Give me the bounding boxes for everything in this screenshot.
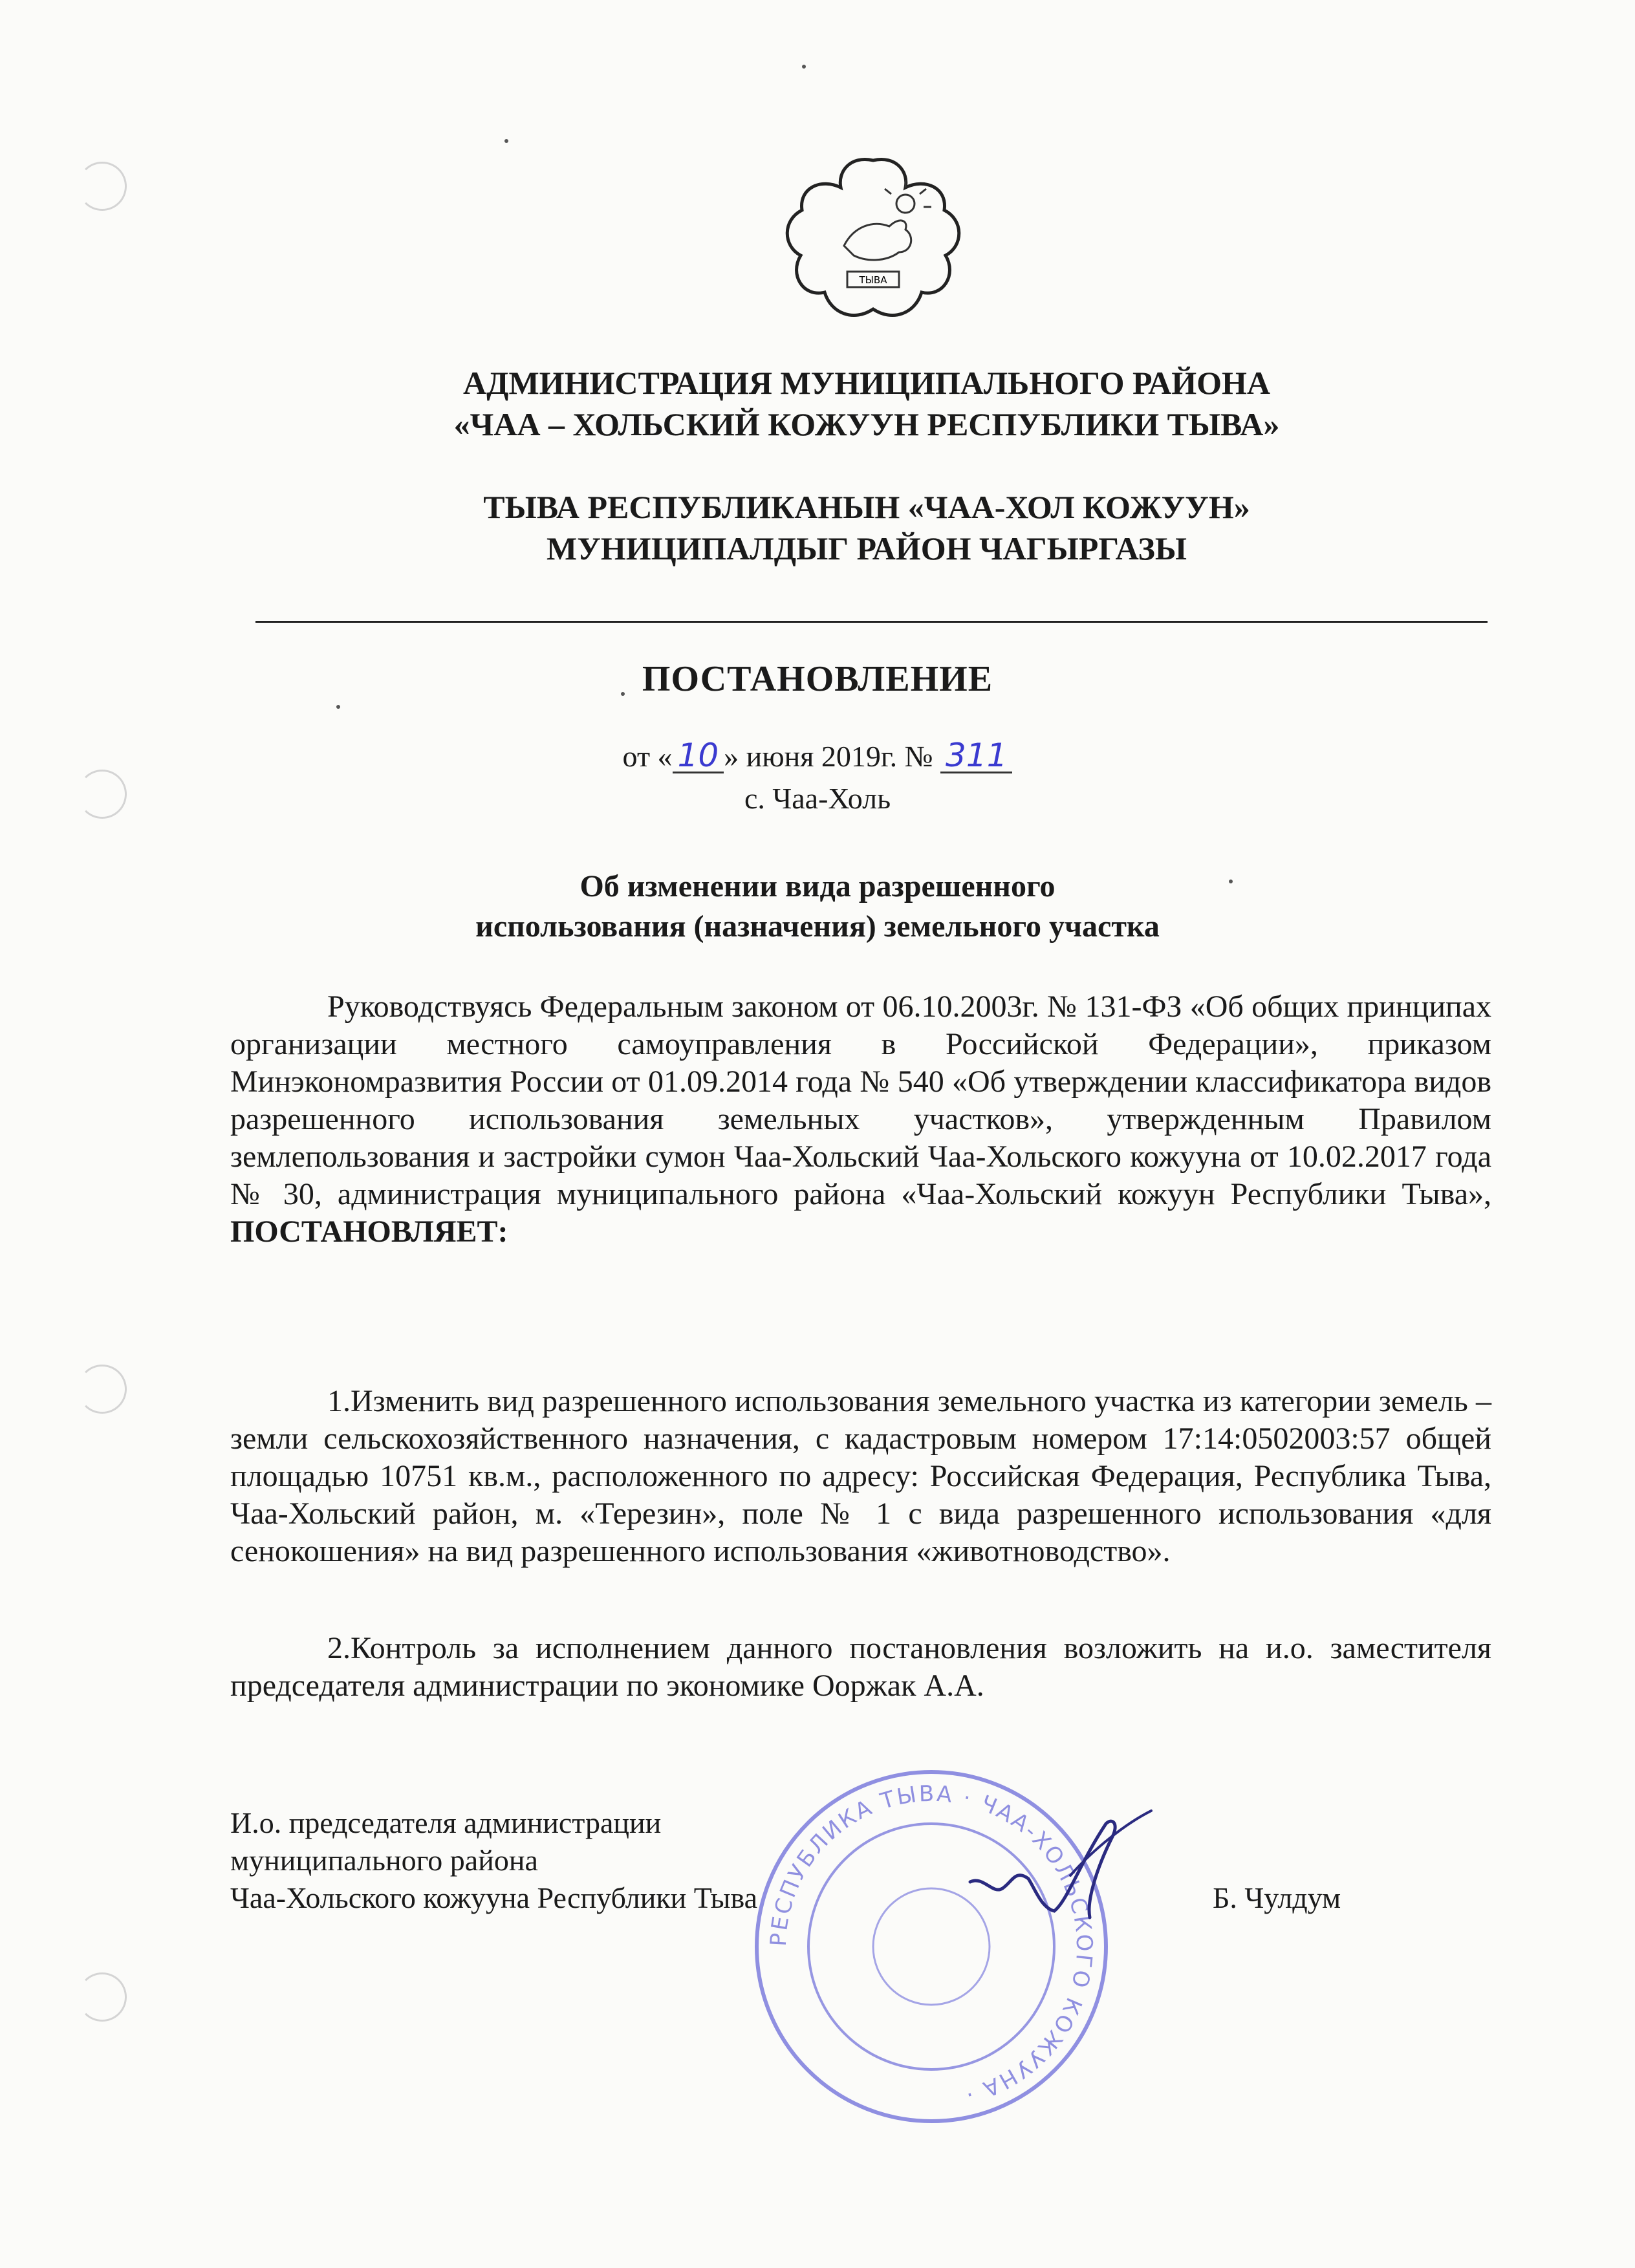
date-prefix: от « xyxy=(622,740,673,773)
preamble-text: Руководствуясь Федеральным законом от 06.10.2003г. № 131-ФЗ «Об общих принципах организации местного самоуправления в Российской Федерации», приказом Минэкономразвития России от 01.09.2014 года № 540 «Об утверждении классификатора видов разрешенного использования земельных участков», утвержденным Правилом землепользования и застройки сумон Чаа-Хольский Чаа-Хольского кожууна от 10.02.2017 года № 30, администрация муниципального района «Чаа-Хольский кожуун Республики Тыва», xyxy=(230,989,1491,1211)
header-divider xyxy=(255,621,1488,623)
tuva-coat-of-arms-icon xyxy=(776,149,970,330)
header-line: «ЧАА – ХОЛЬСКИЙ КОЖУУН РЕСПУБЛИКИ ТЫВА» xyxy=(453,406,1280,442)
signatory-name: Б. Чулдум xyxy=(1213,1881,1341,1914)
org-header-tuvan xyxy=(246,486,1488,569)
decree-word: ПОСТАНОВЛЯЕТ: xyxy=(230,1215,508,1249)
org-header-russian xyxy=(246,362,1488,445)
handwritten-day: 10 xyxy=(673,739,724,773)
subject-line: использования (назначения) земельного участка xyxy=(475,909,1160,944)
scan-speck xyxy=(336,705,340,709)
header-line: АДМИНИСТРАЦИЯ МУНИЦИПАЛЬНОГО РАЙОНА xyxy=(462,365,1271,401)
scan-speck xyxy=(802,65,806,69)
date-middle: » июня 2019г. № xyxy=(724,740,933,773)
item-paragraph-2: 2.Контроль за исполнением данного постановления возложить на и.о. заместителя председателя администрации по экономике Ооржак А.А. xyxy=(230,1631,1491,1703)
header-line: ТЫВА РЕСПУБЛИКАНЫН «ЧАА-ХОЛ КОЖУУН» xyxy=(483,489,1250,525)
handwritten-signature-icon xyxy=(957,1798,1164,1940)
handwritten-number: 311 xyxy=(940,739,1012,773)
punch-hole-mark xyxy=(78,162,127,211)
punch-hole-mark xyxy=(78,1972,127,2022)
signatory-line: Чаа-Хольского кожууна Республики Тыва xyxy=(230,1881,758,1914)
document-type: ПОСТАНОВЛЕНИЕ xyxy=(642,659,993,699)
signatory-title xyxy=(230,1804,757,1917)
signatory-line: И.о. председателя администрации xyxy=(230,1806,662,1839)
subject-line: Об изменении вида разрешенного xyxy=(579,869,1056,903)
seal-text: РЕСПУБЛИКА ТЫВА · ЧАА-ХОЛЬСКОГО КОЖУУНА · xyxy=(765,1780,1098,2108)
signatory-line: муниципального района xyxy=(230,1844,538,1877)
document-place: с. Чаа-Холь xyxy=(744,782,891,815)
preamble-paragraph xyxy=(230,988,1491,1251)
emblem-label: ТЫВА xyxy=(859,274,887,286)
punch-hole-mark xyxy=(78,1365,127,1414)
item-paragraph-1: 1.Изменить вид разрешенного использования земельного участка из категории земель – земли сельскохозяйственного назначения, с кадастровым номером 17:14:0502003:57 общей площадью 10751 кв.м., расположенного по адресу: Российская Федерация, Республика Тыва, Чаа-Хольский район, м. «Терезин», поле № 1 с вида разрешенного использования «для сенокошения» на вид разрешенного использования «животноводство». xyxy=(230,1384,1491,1568)
document-subject xyxy=(0,867,1635,947)
header-line: МУНИЦИПАЛДЫГ РАЙОН ЧАГЫРГАЗЫ xyxy=(547,530,1187,567)
document-date xyxy=(0,737,1635,776)
scan-speck xyxy=(504,139,508,143)
